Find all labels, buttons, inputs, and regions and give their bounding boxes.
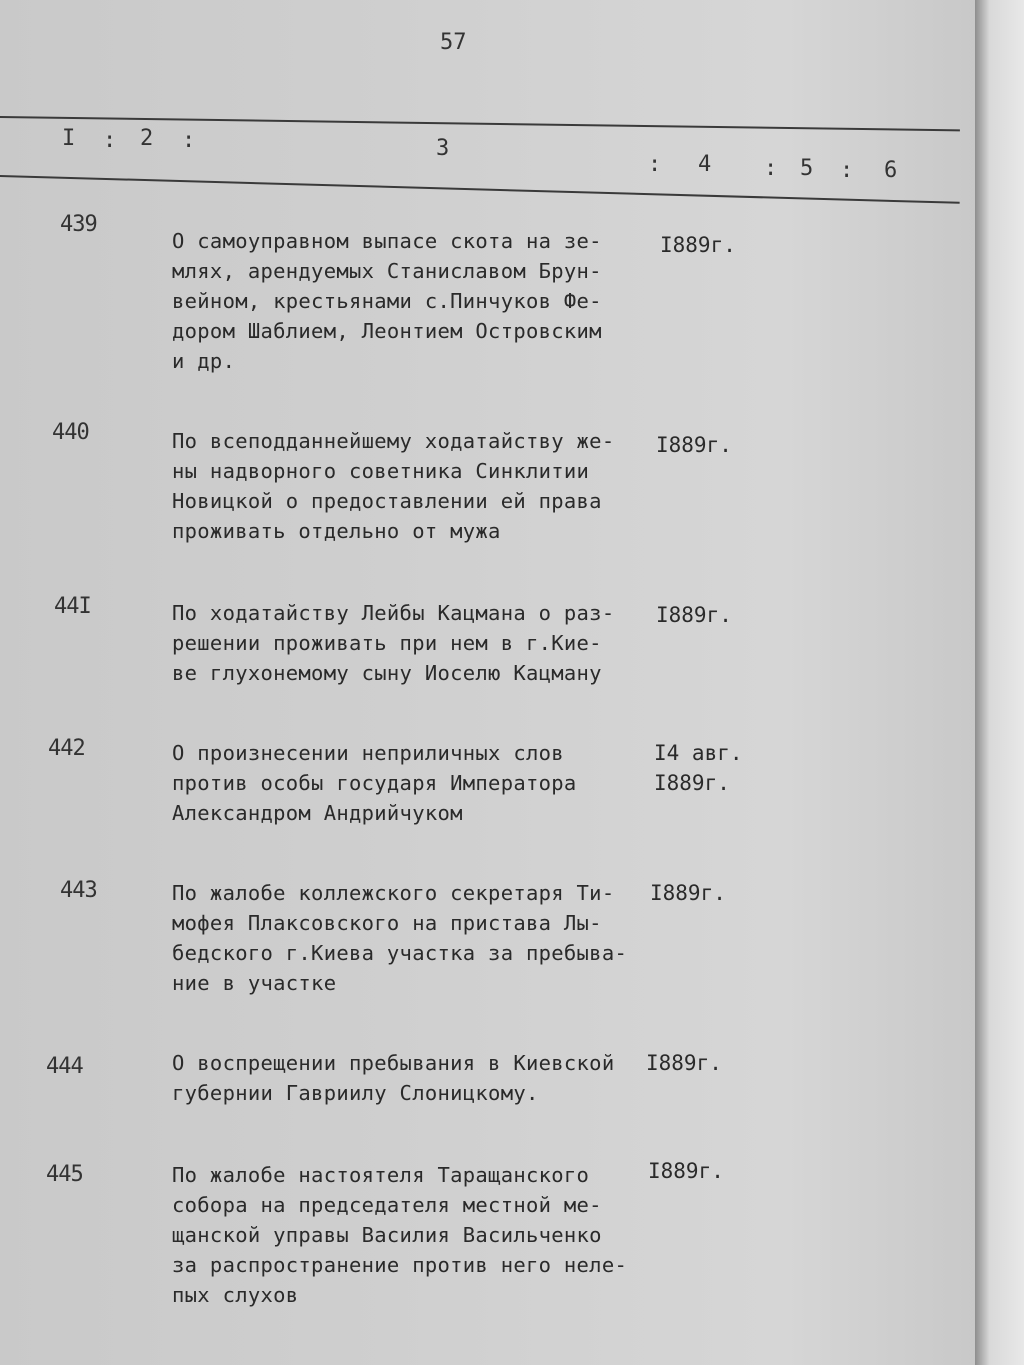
entry-date: I889г. bbox=[656, 433, 732, 457]
page-edge bbox=[975, 0, 1024, 1365]
entry-title: По ходатайству Лейбы Кацмана о раз- решении проживать при нем в г.Кие- ве глухонемому сыну Иоселю Кацману bbox=[172, 601, 615, 685]
entry-number: 445 bbox=[46, 1162, 83, 1187]
header-rule-bottom bbox=[0, 175, 960, 204]
page-number: 57 bbox=[440, 30, 467, 55]
entry-number: 44I bbox=[54, 594, 91, 619]
entry-date: I889г. bbox=[660, 233, 736, 257]
column-header-3: 3 bbox=[436, 136, 450, 161]
entry-date: I4 авг. I889г. bbox=[654, 741, 743, 795]
entry-title: О воспрещении пребывания в Киевской губернии Гавриилу Слоницкому. bbox=[172, 1051, 615, 1105]
entry-date: I889г. bbox=[646, 1051, 722, 1075]
column-separator: : bbox=[103, 128, 117, 153]
entry-number: 439 bbox=[60, 212, 97, 237]
entry-number: 443 bbox=[60, 878, 97, 903]
column-header-6: 6 bbox=[884, 158, 898, 183]
entry-title: По всеподданнейшему ходатайству же- ны надворного советника Синклитии Новицкой о предоставлении ей права проживать отдельно от мужа bbox=[172, 429, 615, 543]
column-header-5: 5 bbox=[800, 156, 814, 181]
column-separator: : bbox=[840, 158, 854, 183]
entry-number: 444 bbox=[46, 1054, 83, 1079]
column-header-4: 4 bbox=[698, 152, 712, 177]
entry-number: 442 bbox=[48, 736, 85, 761]
entry-date: I889г. bbox=[648, 1159, 724, 1183]
entry-date: I889г. bbox=[650, 881, 726, 905]
column-separator: : bbox=[182, 128, 196, 153]
entry-date: I889г. bbox=[656, 603, 732, 627]
entry-title: По жалобе настоятеля Таращанского собора на председателя местной ме- щанской управы Василия Васильченко за распространение против него неле- пых слухов bbox=[172, 1163, 628, 1307]
entry-title: О самоуправном выпасе скота на зе- млях, арендуемых Станиславом Брун- вейном, крестьянами с.Пинчуков Фе- дором Шаблием, Леонтием Островским и др. bbox=[172, 229, 602, 373]
entry-title: О произнесении неприличных слов против особы государя Императора Александром Андрийчуком bbox=[172, 741, 577, 825]
entry-number: 440 bbox=[52, 420, 89, 445]
column-separator: : bbox=[764, 156, 778, 181]
entry-title: По жалобе коллежского секретаря Ти- мофея Плаксовского на пристава Лы- бедского г.Киева участка за пребыва- ние в участке bbox=[172, 881, 628, 995]
column-header-1: I bbox=[62, 126, 76, 151]
column-header-2: 2 bbox=[140, 126, 154, 151]
column-separator: : bbox=[648, 152, 662, 177]
